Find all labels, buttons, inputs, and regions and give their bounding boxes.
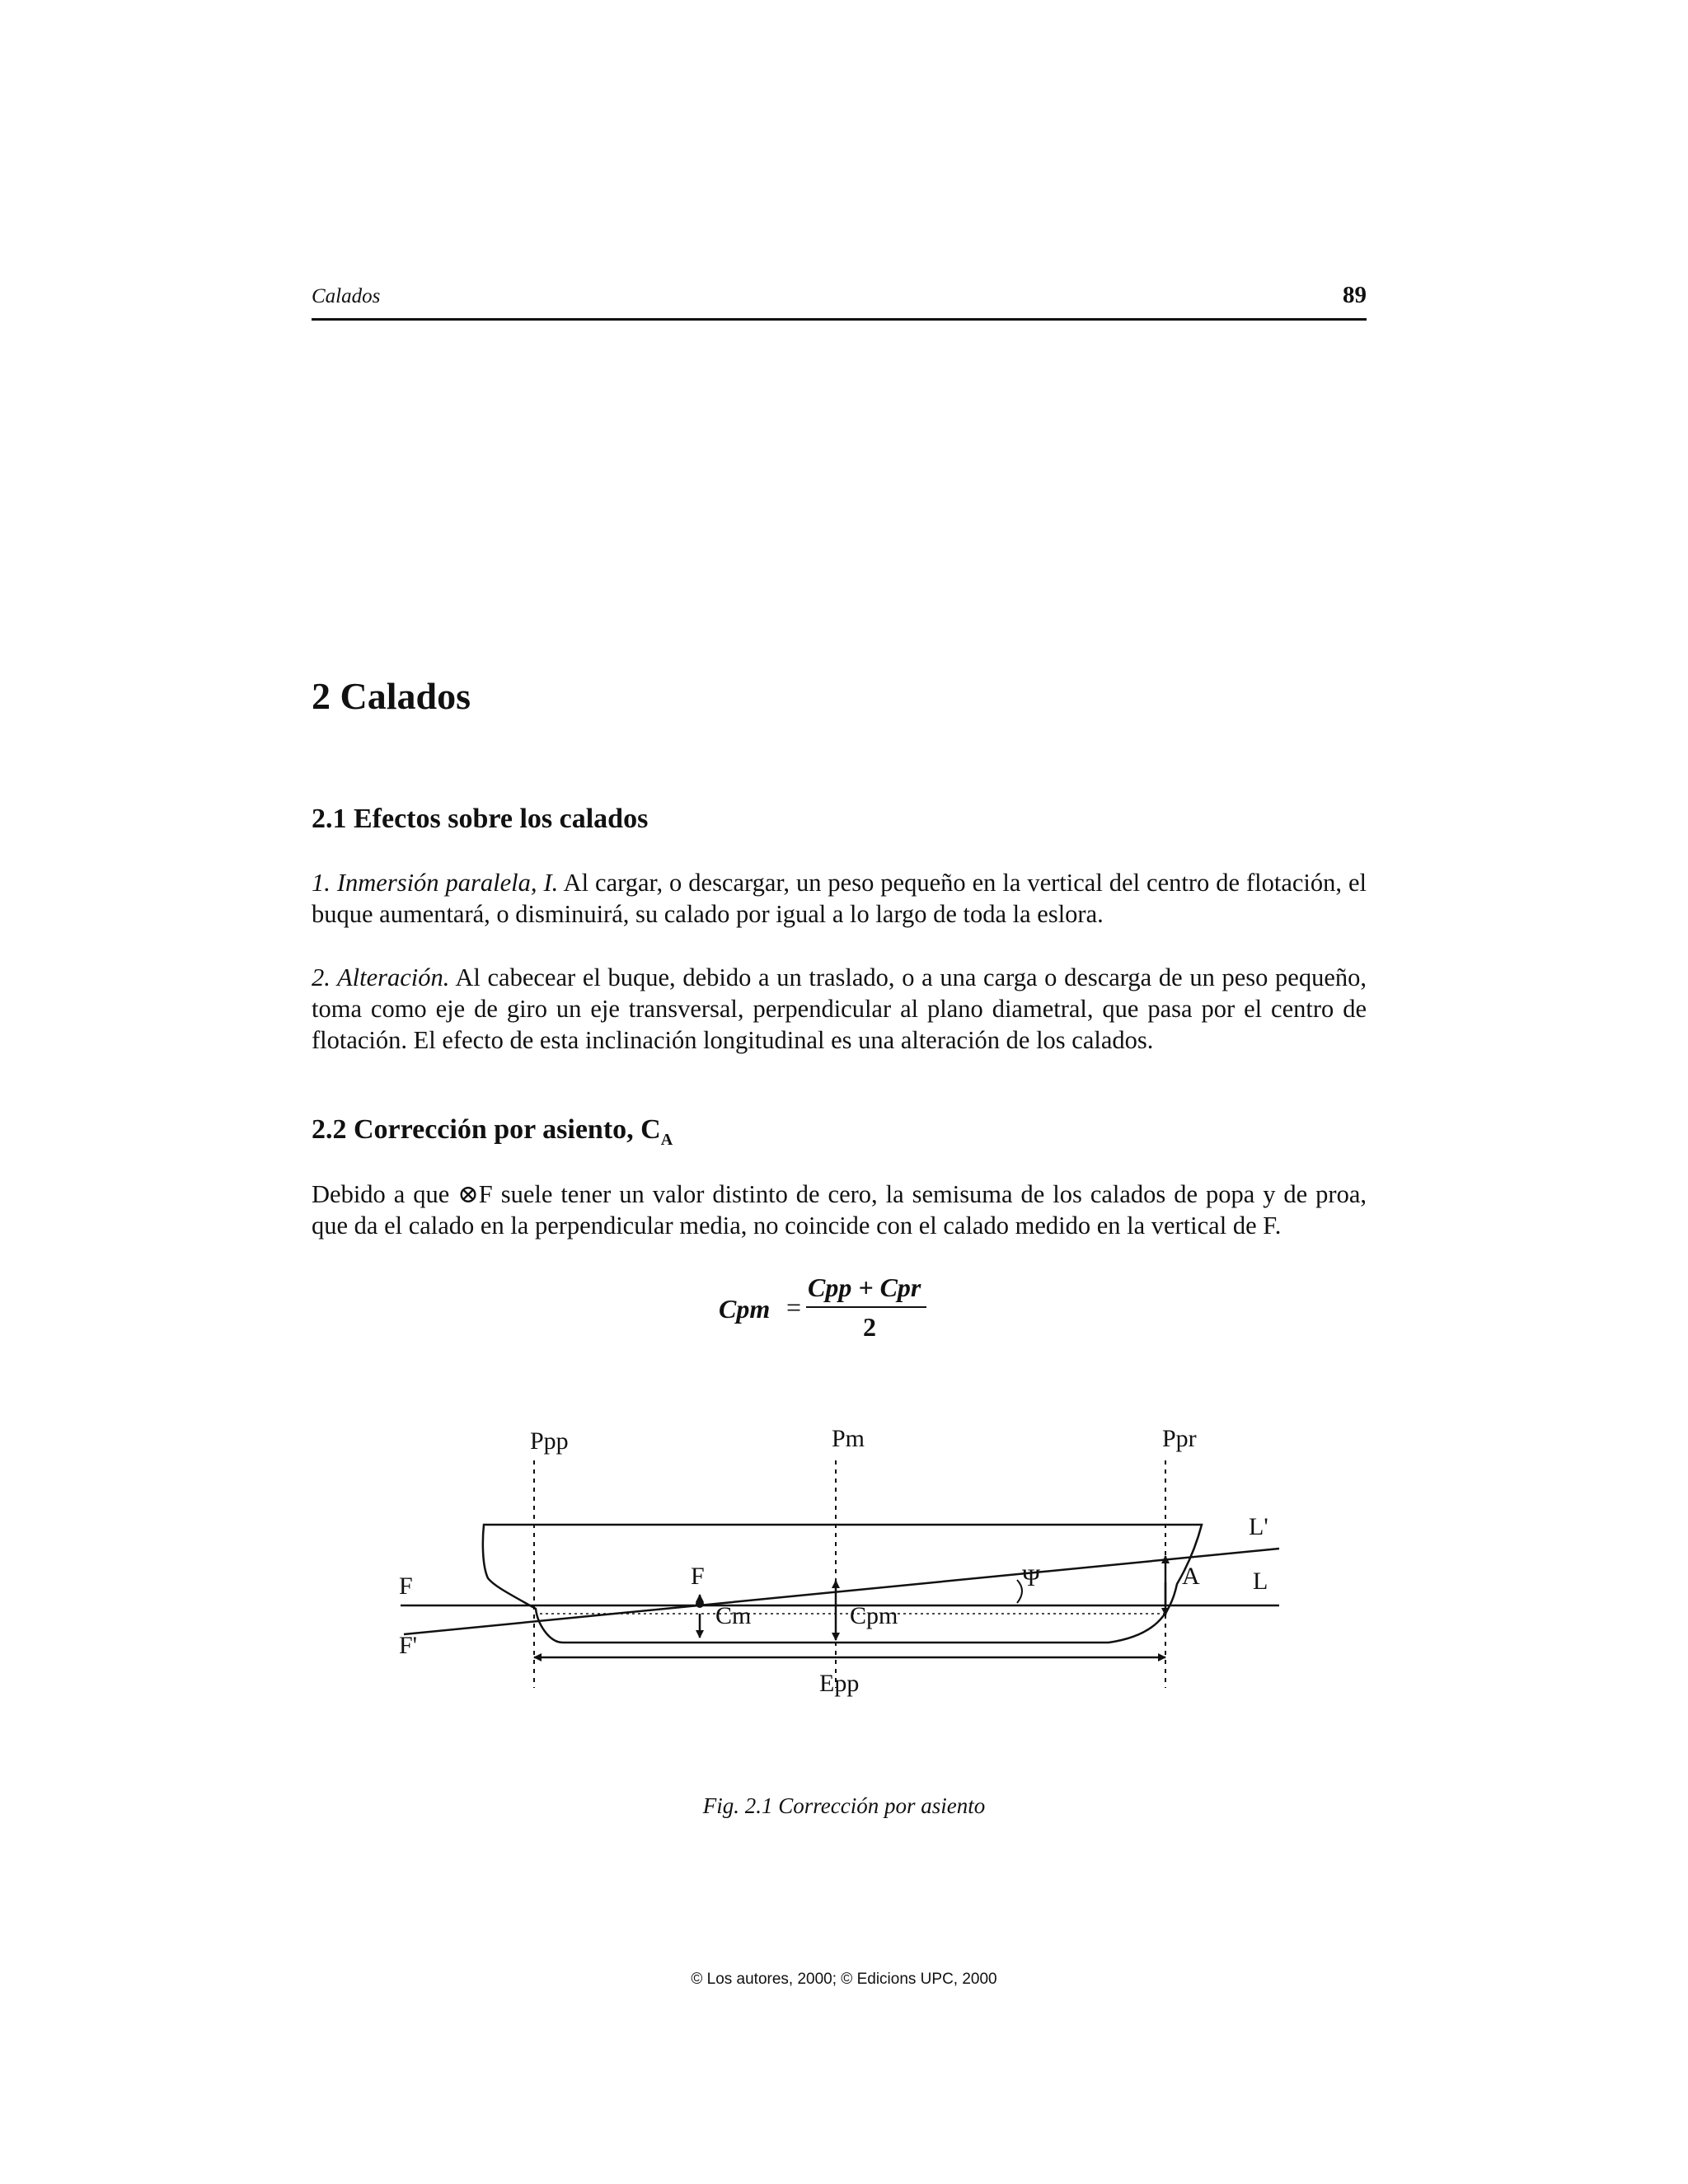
paragraph-body: Al cabecear el buque, debido a un traslado, o a una carga o descarga de un peso pequeño, toma como eje de giro un eje transversal, perpendicular al plano diametral, que pasa por el centro de flotación. El efecto de esta inclinación longitudinal es una alteración de los calados. xyxy=(312,963,1367,1054)
label-l: L xyxy=(1253,1568,1268,1595)
label-a: A xyxy=(1182,1563,1200,1590)
label-f-prime: F' xyxy=(399,1632,418,1659)
waterline-fl-prime xyxy=(404,1549,1279,1634)
formula-numerator: Cpp + Cpr xyxy=(808,1272,921,1302)
formula-denominator: 2 xyxy=(863,1312,876,1342)
paragraph-body: Al cargar, o descargar, un peso pequeño en la vertical del centro de flotación, el buque aumentará, o disminuirá, su calado por igual a lo largo de toda la eslora. xyxy=(312,869,1367,928)
paragraph-correccion-asiento: Debido a que ⊗F suele tener un valor distinto de cero, la semisuma de los calados de popa y de proa, que da el calado en la perpendicular media, no coincide con el calado medido en la vertical de F. xyxy=(312,1180,1367,1240)
label-f-left: F xyxy=(399,1572,413,1600)
label-epp: Epp xyxy=(819,1670,860,1697)
page-number: 89 xyxy=(1343,282,1367,308)
label-psi: Ψ xyxy=(1022,1564,1041,1591)
hull-outline xyxy=(483,1525,1202,1643)
copyright-footer: © Los autores, 2000; © Edicions UPC, 2000 xyxy=(691,1971,997,1988)
label-ppr: Ppr xyxy=(1162,1425,1197,1452)
chapter-title: 2 Calados xyxy=(312,675,471,717)
label-pm: Pm xyxy=(832,1425,865,1452)
label-f-center: F xyxy=(691,1563,705,1590)
label-l-prime: L' xyxy=(1249,1513,1268,1540)
flotation-center-point xyxy=(696,1600,704,1608)
formula-equals: = xyxy=(786,1292,802,1322)
formula-lhs: Cpm xyxy=(719,1294,771,1324)
label-ppp: Ppp xyxy=(530,1427,569,1455)
paragraph-lead: 2. Alteración. xyxy=(312,963,450,991)
section-title-2-1: 2.1 Efectos sobre los calados xyxy=(312,804,649,834)
figure-caption: Fig. 2.1 Corrección por asiento xyxy=(702,1793,986,1818)
running-title: Calados xyxy=(312,285,381,307)
paragraph-lead: 1. Inmersión paralela, I. xyxy=(312,869,559,897)
section-title-text: 2.2 Corrección por asiento, C xyxy=(312,1114,661,1145)
label-cm: Cm xyxy=(715,1602,752,1629)
label-cpm: Cpm xyxy=(850,1602,898,1629)
section-title-subscript: A xyxy=(660,1130,673,1149)
